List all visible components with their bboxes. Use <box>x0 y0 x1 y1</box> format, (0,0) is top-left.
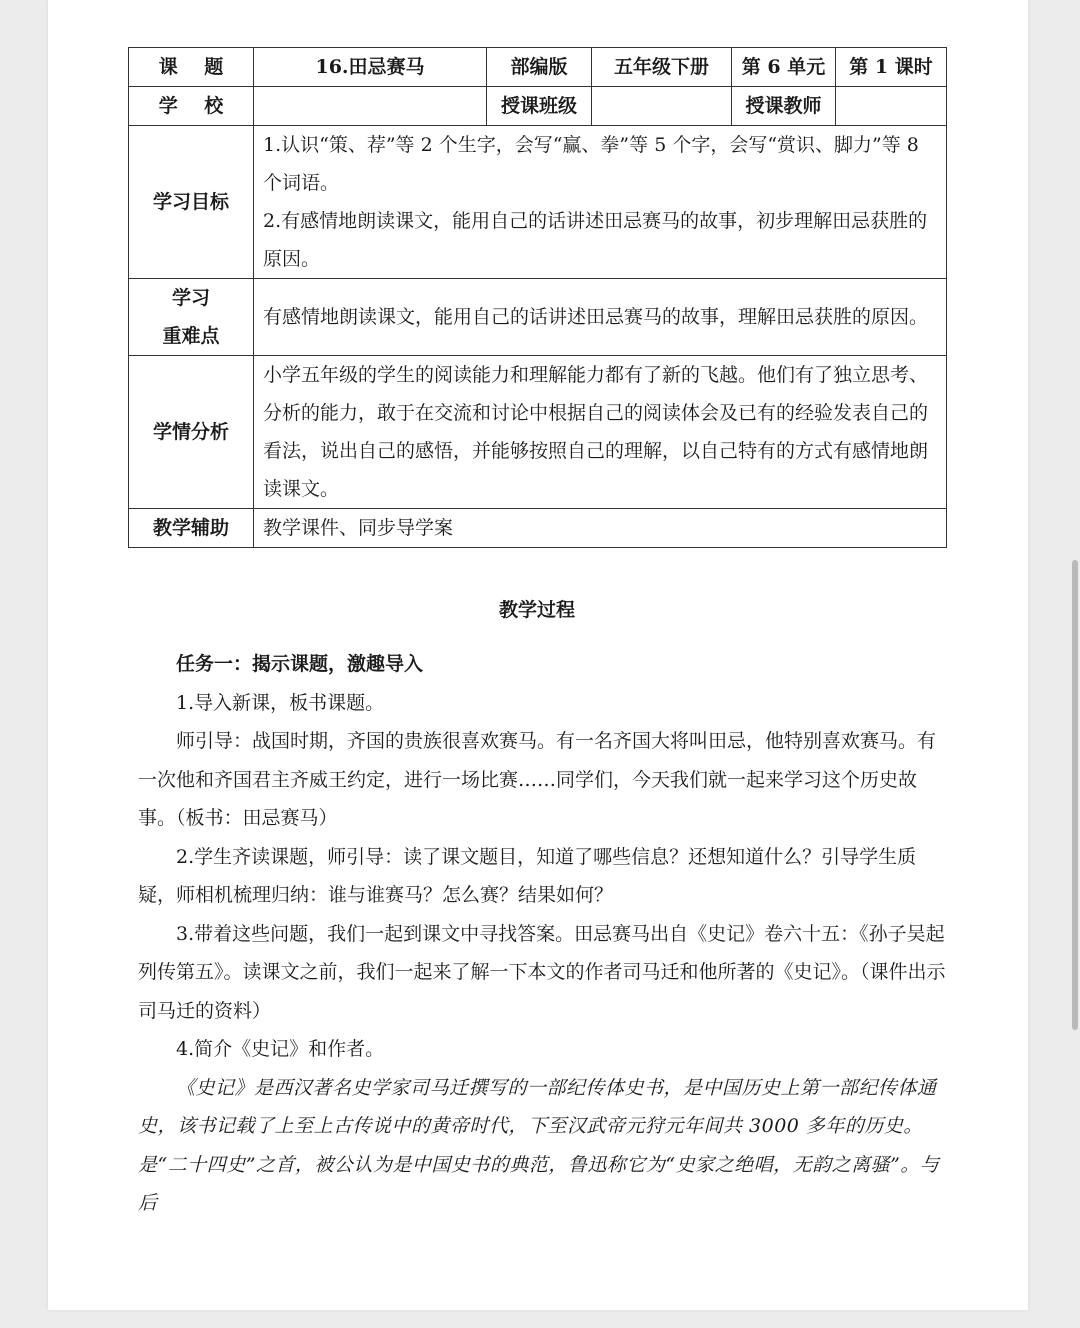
aids-label: 教学辅助 <box>129 509 254 548</box>
scrollbar[interactable] <box>1072 560 1078 1030</box>
teacher-label: 授课教师 <box>732 87 836 126</box>
aids-text: 教学课件、同步导学案 <box>254 509 947 548</box>
class-label: 授课班级 <box>487 87 592 126</box>
key-label-line2: 重难点 <box>162 325 220 347</box>
unit: 第 6 单元 <box>732 48 836 87</box>
period: 第 1 课时 <box>836 48 947 87</box>
class-value <box>592 87 732 126</box>
goals-cell <box>254 126 947 279</box>
key-points-label <box>129 279 254 356</box>
analysis-label: 学情分析 <box>129 356 254 509</box>
school-value <box>254 87 487 126</box>
process-content <box>138 645 950 1223</box>
goals-label: 学习目标 <box>129 126 254 279</box>
paragraph: 3.带着这些问题，我们一起到课文中寻找答案。田忌赛马出自《史记》卷六十五：《孙子吴起列传第五》。读课文之前，我们一起来了解一下本文的作者司马迁和他所著的《史记》。（课件出示司马迁的资料） <box>138 922 946 1022</box>
school-label: 学 校 <box>129 87 254 126</box>
lesson-info-table <box>128 47 947 548</box>
paragraph: 《史记》是西汉著名史学家司马迁撰写的一部纪传体史书，是中国历史上第一部纪传体通史，该书记载了上至上古传说中的黄帝时代，下至汉武帝元狩元年间共 3000 多年的历史。是“二十四史”之首，被公认为是中国史书的典范，鲁迅称它为“史家之绝唱，无韵之离骚”。与后 <box>138 1076 940 1214</box>
task-heading: 任务一：揭示课题，激趣导入 <box>176 653 424 675</box>
paragraph: 2.学生齐读课题，师引导：读了课文题目，知道了哪些信息？还想知道什么？引导学生质疑，师相机梳理归纳：谁与谁赛马？怎么赛？结果如何？ <box>138 845 917 906</box>
table-row <box>129 87 947 126</box>
table-row <box>129 279 947 356</box>
paragraph: 1.导入新课，板书课题。 <box>176 691 385 714</box>
teacher-value <box>836 87 947 126</box>
document-page <box>48 0 1028 1310</box>
topic-label: 课 题 <box>129 48 254 87</box>
section-title: 教学过程 <box>498 599 575 621</box>
lesson-title: 16.田忌赛马 <box>254 48 487 87</box>
goals-text-1: 1.认识“策、荐”等 2 个生字，会写“赢、拳”等 5 个字，会写“赏识、脚力”等 8 个词语。 <box>263 134 919 194</box>
grade: 五年级下册 <box>592 48 732 87</box>
table-row <box>129 126 947 279</box>
table-row <box>129 356 947 509</box>
key-points-text: 有感情地朗读课文，能用自己的话讲述田忌赛马的故事，理解田忌获胜的原因。 <box>254 279 947 356</box>
edition: 部编版 <box>487 48 592 87</box>
goals-text-2: 2.有感情地朗读课文，能用自己的话讲述田忌赛马的故事，初步理解田忌获胜的原因。 <box>263 210 928 270</box>
paragraph: 师引导：战国时期，齐国的贵族很喜欢赛马。有一名齐国大将叫田忌，他特别喜欢赛马。有一次他和齐国君主齐威王约定，进行一场比赛……同学们，今天我们就一起来学习这个历史故事。（板书：田忌赛马） <box>138 730 937 829</box>
paragraph: 4.简介《史记》和作者。 <box>176 1038 385 1060</box>
analysis-text: 小学五年级的学生的阅读能力和理解能力都有了新的飞越。他们有了独立思考、分析的能力，敢于在交流和讨论中根据自己的阅读体会及已有的经验发表自己的看法，说出自己的感悟，并能够按照自己的理解，以自己特有的方式有感情地朗读课文。 <box>254 356 947 509</box>
table-row <box>129 509 947 548</box>
table-row <box>129 48 947 87</box>
key-label-line1: 学习 <box>171 287 210 309</box>
